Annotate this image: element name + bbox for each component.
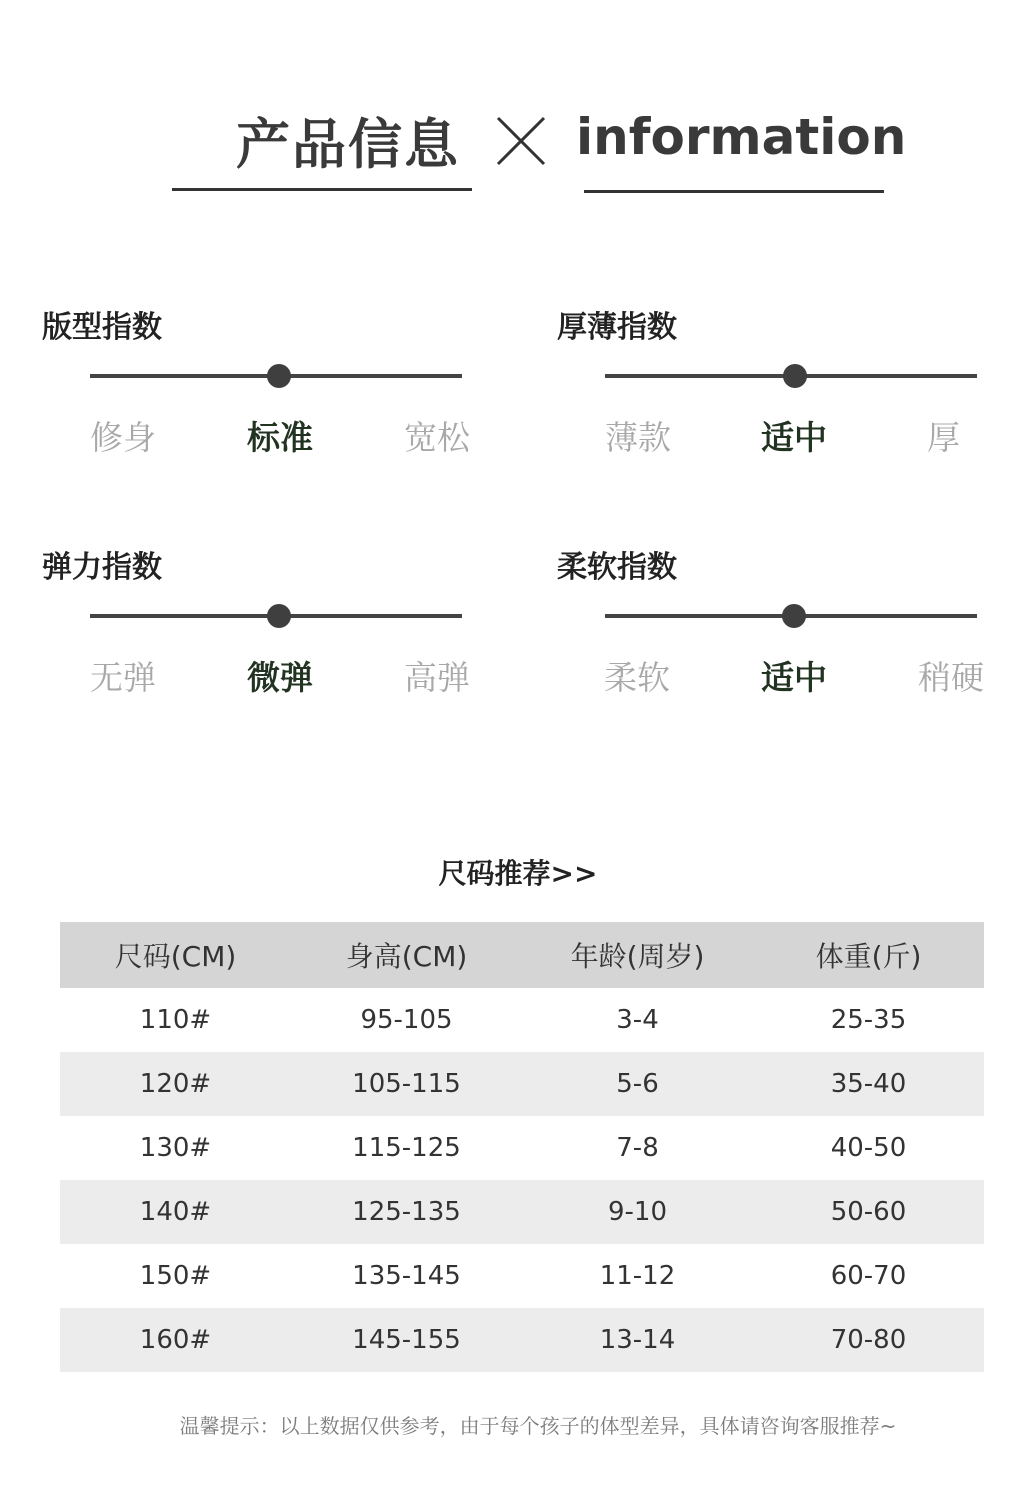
- table-header-cell: 体重(斤): [815, 940, 922, 973]
- table-cell: 135-145: [352, 1261, 461, 1291]
- table-header-row: [60, 922, 984, 988]
- scale-marker: [782, 604, 806, 628]
- scale-label: 无弹: [90, 658, 156, 697]
- table-row: [60, 1052, 984, 1116]
- title-en: information: [576, 108, 907, 166]
- scale-marker: [783, 364, 807, 388]
- table-cell: 13-14: [599, 1325, 676, 1355]
- size-table: [60, 922, 984, 1372]
- table-cell: 110#: [139, 1005, 212, 1035]
- index-title: 厚薄指数: [557, 310, 677, 345]
- table-row: [60, 988, 984, 1052]
- index-title: 弹力指数: [42, 550, 162, 585]
- index-title: 版型指数: [42, 310, 162, 345]
- size-note: 温馨提示：以上数据仅供参考，由于每个孩子的体型差异，具体请咨询客服推荐~: [179, 1414, 897, 1438]
- scale-label: 厚: [927, 418, 960, 457]
- scale-label-selected: 适中: [761, 658, 827, 697]
- scale-label: 宽松: [404, 418, 470, 457]
- table-cell: 105-115: [352, 1069, 461, 1099]
- table-header-cell: 尺码(CM): [114, 940, 237, 973]
- scale-marker: [267, 364, 291, 388]
- table-cell: 9-10: [607, 1197, 667, 1227]
- table-cell: 125-135: [352, 1197, 461, 1227]
- table-cell: 120#: [139, 1069, 212, 1099]
- index-fit: [42, 302, 482, 462]
- size-section-title: 尺码推荐>>: [438, 857, 598, 890]
- page-header: [0, 0, 1036, 220]
- close-cross-icon: [496, 116, 546, 166]
- table-header-cell: 年龄(周岁): [570, 940, 705, 973]
- scale-label: 高弹: [404, 658, 470, 697]
- table-cell: 115-125: [352, 1133, 461, 1163]
- table-cell: 140#: [139, 1197, 212, 1227]
- table-cell: 40-50: [830, 1133, 907, 1163]
- index-elasticity: [42, 542, 482, 702]
- table-cell: 95-105: [360, 1005, 453, 1035]
- table-cell: 130#: [139, 1133, 212, 1163]
- scale-label: 薄款: [605, 418, 671, 457]
- table-cell: 160#: [139, 1325, 212, 1355]
- table-row: [60, 1244, 984, 1308]
- scale-marker: [267, 604, 291, 628]
- title-underline-left: [172, 188, 472, 191]
- table-row: [60, 1308, 984, 1372]
- scale-label-selected: 标准: [247, 418, 313, 457]
- index-title: 柔软指数: [557, 550, 677, 585]
- scale-label-selected: 适中: [761, 418, 827, 457]
- index-softness: [557, 542, 997, 702]
- table-cell: 145-155: [352, 1325, 461, 1355]
- table-cell: 3-4: [616, 1005, 659, 1035]
- scale-label: 柔软: [604, 658, 670, 697]
- scale-label: 修身: [90, 418, 156, 457]
- scale-label: 稍硬: [918, 658, 984, 697]
- index-thickness: [557, 302, 997, 462]
- table-row: [60, 1116, 984, 1180]
- title-underline-right: [584, 190, 884, 193]
- table-row: [60, 1180, 984, 1244]
- table-cell: 7-8: [616, 1133, 659, 1163]
- table-header-cell: 身高(CM): [345, 940, 468, 973]
- table-cell: 5-6: [616, 1069, 659, 1099]
- scale-label-selected: 微弹: [247, 658, 313, 697]
- table-cell: 50-60: [830, 1197, 907, 1227]
- table-cell: 150#: [139, 1261, 212, 1291]
- table-cell: 25-35: [830, 1005, 907, 1035]
- table-cell: 35-40: [830, 1069, 907, 1099]
- table-cell: 11-12: [599, 1261, 676, 1291]
- table-cell: 70-80: [830, 1325, 907, 1355]
- title-cn: 产品信息: [236, 113, 460, 176]
- table-cell: 60-70: [830, 1261, 907, 1291]
